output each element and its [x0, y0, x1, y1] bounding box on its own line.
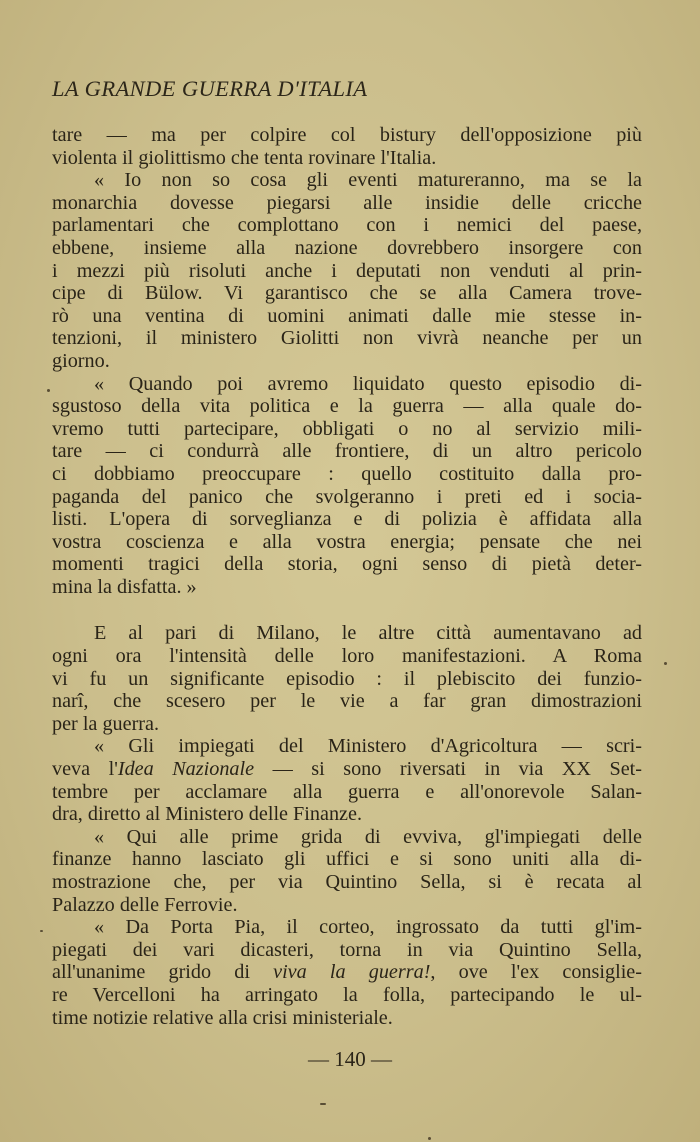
page-number: — 140 —: [308, 1047, 392, 1071]
text-line: rò una ventina di uomini animati dalle mie stesse in-: [52, 304, 642, 327]
text-run: all'unanime grido di: [52, 961, 274, 984]
text-line: cipe di Bülow. Vi garantisco che se alla Camera trove-: [52, 282, 642, 305]
text-run: , ove l'ex consiglie-: [430, 961, 642, 984]
paper-speck: [40, 930, 43, 932]
text-line: « Gli impiegati del Ministero d'Agricoltura — scri-: [94, 735, 642, 758]
text-line: piegati dei vari dicasteri, torna in via Quintino Sella,: [52, 938, 642, 961]
running-title: LA GRANDE GUERRA D'ITALIA: [52, 76, 368, 101]
paper-speck: [428, 1137, 431, 1140]
text-line: tembre per acclamare alla guerra e all'onorevole Salan-: [52, 780, 642, 803]
text-line: tenzioni, il ministero Giolitti non vivrà neanche per un: [52, 327, 642, 350]
text-line: [52, 961, 642, 984]
italic-title: Idea Nazionale: [117, 758, 255, 781]
paper-speck: [320, 1103, 326, 1105]
text-line: re Vercelloni ha arringato la folla, partecipando le ul-: [52, 983, 642, 1006]
text-run: — si sono riversati in via XX Set-: [254, 758, 643, 781]
text-line: tare — ci condurrà alle frontiere, di un altro pericolo: [52, 440, 642, 463]
text-line: vostra coscienza e alla vostra energia; pensate che nei: [52, 530, 642, 553]
text-line: violenta il giolittismo che tenta rovinare l'Italia.: [52, 146, 437, 169]
text-line: per la guerra.: [52, 712, 160, 735]
paper-speck: [664, 662, 667, 665]
paragraph-gap: [52, 598, 642, 622]
text-line: time notizie relative alla crisi ministeriale.: [52, 1006, 393, 1029]
text-line: dra, diretto al Ministero delle Finanze.: [52, 803, 363, 826]
text-line: Palazzo delle Ferrovie.: [52, 893, 238, 916]
text-line: sgustoso della vita politica e la guerra — alla quale do-: [52, 395, 642, 418]
text-line: monarchia dovesse piegarsi alle insidie delle cricche: [52, 191, 642, 214]
text-line: momenti tragici della storia, ogni senso di pietà deter-: [52, 553, 642, 576]
text-line: mostrazione che, per via Quintino Sella, si è recata al: [52, 871, 642, 893]
text-run: veva l': [52, 758, 118, 781]
text-line: finanze hanno lasciato gli uffici e si sono uniti alla di-: [52, 848, 642, 871]
text-line: E al pari di Milano, le altre città aumentavano ad: [94, 622, 642, 645]
text-line: vremo tutti partecipare, obbligati o no al servizio mili-: [52, 417, 642, 440]
text-line: ebbene, insieme alla nazione dovrebbero insorgere con: [52, 236, 642, 259]
paper-speck: [47, 389, 50, 392]
italic-quote: viva la guerra!: [273, 961, 431, 984]
text-line: ci dobbiamo preoccupare : quello costituito dalla pro-: [52, 462, 642, 485]
text-line: vi fu un significante episodio : il plebiscito dei funzio-: [52, 667, 642, 690]
text-line: parlamentari che complottano con i nemici del paese,: [52, 214, 642, 237]
text-line: « Quando poi avremo liquidato questo episodio di-: [94, 372, 642, 395]
text-line: mina la disfatta. »: [52, 575, 197, 598]
text-line: [52, 758, 642, 781]
text-line: paganda del panico che svolgeranno i preti ed i socia-: [52, 485, 642, 508]
text-line: listi. L'opera di sorveglianza e di polizia è affidata alla: [52, 508, 642, 531]
text-line: ogni ora l'intensità delle loro manifestazioni. A Roma: [52, 645, 642, 668]
body-text: [52, 124, 642, 1029]
text-line: i mezzi più risoluti anche i deputati non venduti al prin-: [52, 259, 642, 282]
text-line: tare — ma per colpire col bistury dell'opposizione più: [52, 124, 642, 146]
text-line: « Da Porta Pia, il corteo, ingrossato da tutti gl'im-: [94, 916, 642, 939]
text-line: narî, che scesero per le vie a far gran dimostrazioni: [52, 690, 642, 713]
text-line: giorno.: [52, 349, 110, 372]
text-line: « Io non so cosa gli eventi matureranno, ma se la: [94, 169, 642, 192]
text-line: « Qui alle prime grida di evviva, gl'impiegati delle: [94, 825, 642, 848]
